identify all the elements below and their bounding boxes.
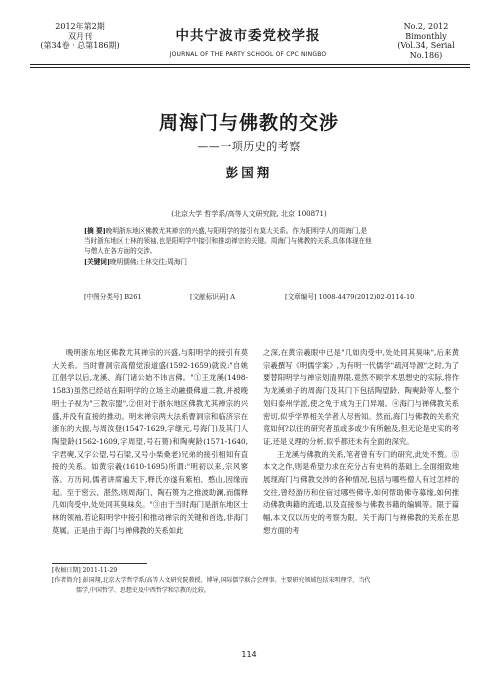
body-column-left — [52, 347, 248, 538]
author-bio-line2: 儒学,中国哲学、思想史及中西哲学和宗教的比较。 — [76, 587, 210, 594]
issue-frequency-english: Bimonthly — [405, 31, 447, 41]
journal-masthead — [138, 24, 358, 58]
abstract-line — [84, 226, 424, 236]
body-paragraph: 之深,在黄宗羲眼中已是"几如肉受中,处处同其臭味",后来黄宗羲撰写《明儒学案》,为有明一代儒学"疏河导源"之时,为了要替阳明学与禅宗划清界限,竟然不顾学术思想史的实际,将作为龙溪弟子的周海门及其门下包括陶望龄、陶奭龄等人,整个划归泰州学派,使之免于成为王门异端。④海门与禅佛教关系密切,似乎学界相关学者人尽皆知。然而,海门与佛教的关系究竟如何?以往的研究者虽或多或少有所触及,但无论是史实的考证,还是义理的分析,似乎都还未有全面的深究。 — [263, 348, 459, 446]
page-number: 114 — [241, 650, 257, 659]
journal-title-english: JOURNAL OF THE PARTY SCHOOL OF CPC NINGBO — [169, 51, 327, 58]
abstract-label: [摘 要] — [84, 227, 106, 235]
body-column-right — [263, 347, 459, 538]
author-affiliation: (北京大学 哲学系/高等人文研究院, 北京 100871) — [171, 210, 327, 218]
header-rule-thick — [30, 64, 470, 65]
issue-volume-english: (Vol.34, Serial No.186) — [397, 41, 455, 60]
footnote-rule — [52, 563, 147, 564]
issue-number-english: No.2, 2012 — [403, 22, 449, 31]
issue-year-number: 2012年第2期 — [55, 22, 105, 31]
body-paragraph: 晚明浙东地区佛教尤其禅宗的兴盛,与阳明学的接引有莫大关系。当时曹洞宗高僧觉浪道盛(1592-1659)就说:"自姚江倡学以后,龙溪、海门诸公始不讳言佛。"①王龙溪(1498-1583)虽然已经站在阳明学的立场主动融摄佛道二教,并被晚明士子视为"三教宗盟",②但对于浙东地区佛教尤其禅宗的兴盛,并没有直接的推动。明末禅宗两大法系曹洞宗和临济宗在浙东的大振,与周汝登(1547-1629,字继元,号海门)及其门人陶望龄(1562-1609,字周望,号石篑)和陶奭龄(1571-1640,字君奭,又字公望,号石梁,又号小柴桑老)兄弟的接引相知有直接的关系。如黄宗羲(1610-1695)所谓:"明初以来,宗风寥落。万历间,儒者讲席遍天下,释氏亦遂有紫柏、憨山,因缘而起。至于密云、湛然,则周海门、陶石篑为之推波助澜,而儒释几如肉受中,处处同其臭味矣。"③由于当时海门是浙东地区士林的领袖,若论阳明学中接引和推动禅宗的关键和首选,非海门莫属。正是由于海门与禅佛教的关系如此 — [52, 348, 248, 535]
document-code: [文献标识码] A — [190, 293, 235, 301]
received-date: [收稿日期] 2011-11-29 — [52, 567, 118, 574]
abstract-block — [84, 226, 424, 267]
abstract-text-line2: 当时浙东地区士林的领袖,也是阳明学中接引和推动禅宗的关键。周海门与佛教的关系,具体体现在他 — [84, 237, 372, 246]
journal-title: 中共宁波市委党校学报 — [175, 28, 321, 44]
issue-volume: (第34卷 · 总第186期) — [40, 41, 120, 50]
article-author: 彭国翔 — [225, 165, 273, 180]
header-rule-thin — [30, 67, 470, 68]
article-subtitle: ——一项历史的考察 — [197, 140, 301, 153]
keywords-text: 晚明儒佛;士林交往;周海门 — [110, 257, 188, 266]
issue-frequency: 双月刊 — [68, 31, 92, 41]
article-title: 周海门与佛教的交涉 — [158, 112, 339, 134]
journal-issue-info — [40, 22, 120, 51]
clc-number: [中图分类号] B261 — [84, 293, 142, 301]
body-paragraph: 王龙溪与佛教的关系,笔者曾有专门的研究,此处不赘。⑤本文之作,则是希望力求在充分占有史料的基础上,全面细致地展现海门与佛教交涉的各种情况,包括与哪些僧人有过怎样的交往,曾经游历和住宿过哪些佛寺,如何帮助佛寺募缘,如何推动佛教典籍的流通,以及直接参与佛教书籍的编辑等。限于篇幅,本文仅以历史的考察为限。关于海门与禅佛教的关系在思想方面的考 — [263, 449, 459, 535]
abstract-text-line1: 晚明浙东地区佛教尤其禅宗的兴盛,与阳明学的接引有莫大关系。作为阳明学人的周海门,是 — [105, 227, 368, 235]
article-number: [文章编号] 1008-4479(2012)02-0114-10 — [285, 293, 415, 301]
author-bio-line1: [作者简介] 彭国翔,北京大学哲学系/高等人文研究院教授、博导,国际儒学联合会理事。主要研究领域包括宋明理学、当代 — [52, 577, 371, 584]
abstract-text-line3: 与僧人在各方面的交涉。 — [84, 247, 157, 256]
keywords-label: [关键词] — [84, 257, 111, 266]
keywords-line — [84, 257, 424, 267]
journal-issue-info-english — [382, 22, 470, 60]
